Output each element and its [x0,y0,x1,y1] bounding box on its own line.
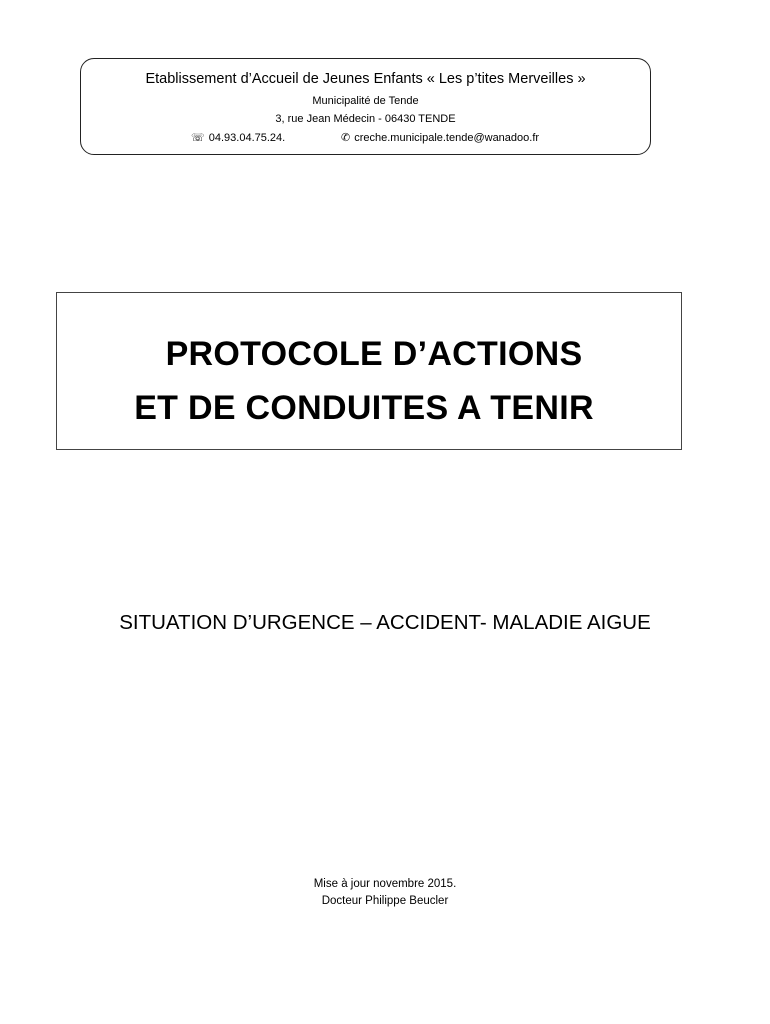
email-address: creche.municipale.tende@wanadoo.fr [354,132,540,144]
telephone-icon: ☏ [191,131,205,144]
author: Docteur Philippe Beucler [321,895,449,907]
header-box [80,58,651,155]
address: 3, rue Jean Médecin - 06430 TENDE [275,113,456,125]
document-title-line-2: ET DE CONDUITES A TENIR [134,389,594,427]
mouse-icon: ✆ [341,131,351,144]
footer [0,876,770,910]
title-box [56,292,682,450]
establishment-name: Etablissement d’Accueil de Jeunes Enfants « Les p’tites Merveilles » [145,71,586,87]
document-subtitle: SITUATION D’URGENCE – ACCIDENT- MALADIE AIGUE [119,611,651,634]
phone-contact [191,131,285,144]
update-date: Mise à jour novembre 2015. [313,878,457,890]
email-contact [341,131,539,144]
document-title-line-1: PROTOCOLE D’ACTIONS [165,335,583,373]
municipality: Municipalité de Tende [312,95,419,107]
phone-number: 04.93.04.75.24. [208,132,286,144]
